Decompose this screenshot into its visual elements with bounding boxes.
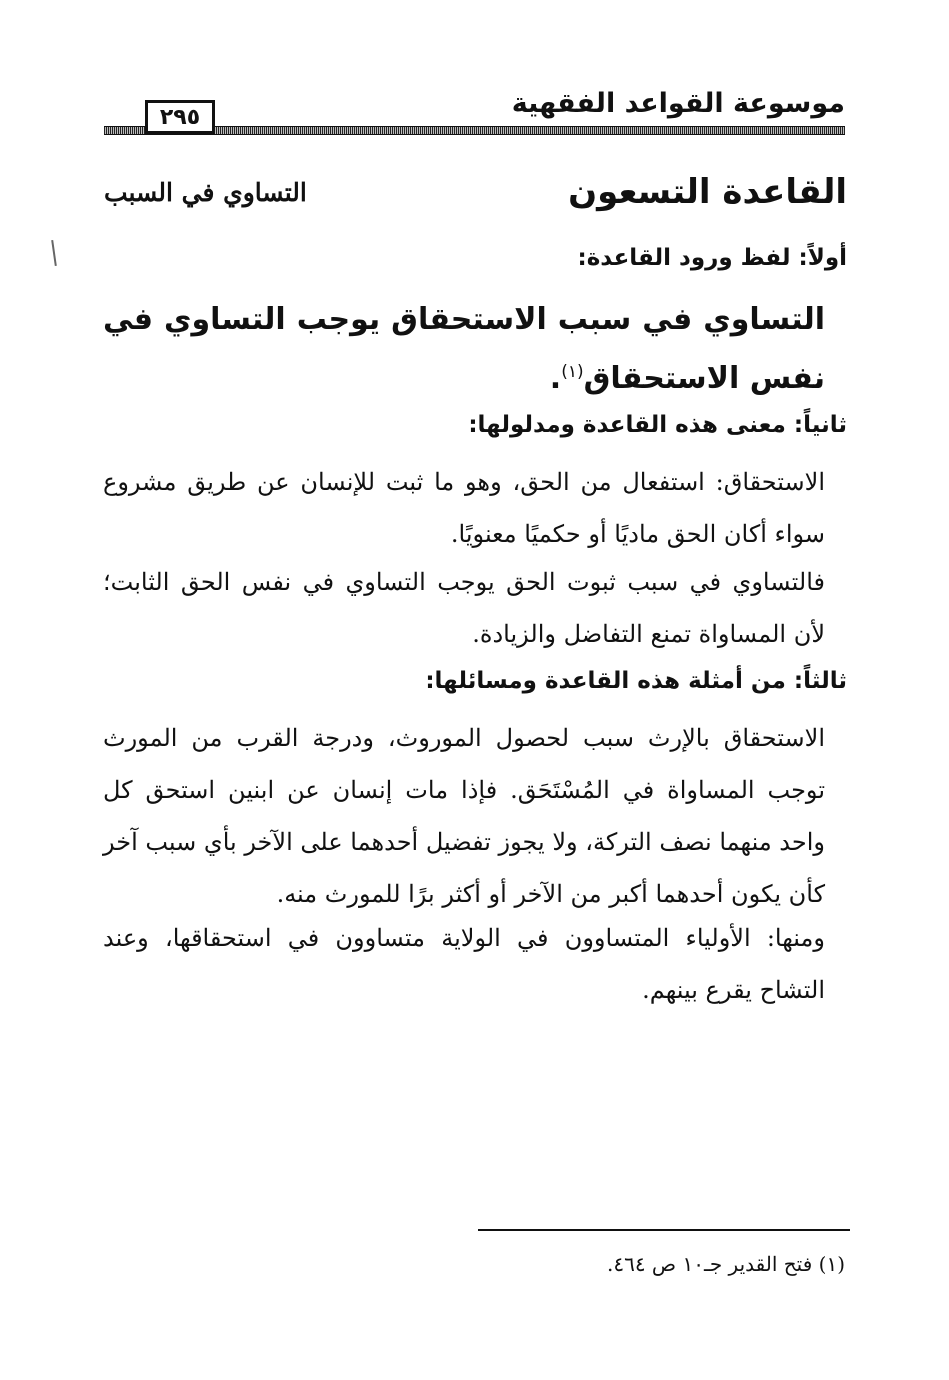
margin-mark (51, 240, 57, 266)
rule-text-body: التساوي في سبب الاستحقاق يوجب التساوي في نفس الاستحقاق (103, 302, 825, 396)
example-paragraph-1: الاستحقاق بالإرث سبب لحصول الموروث، ودرجة القرب من المورث توجب المساواة في المُسْتَحَق. فإذا مات إنسان عن ابنين استحق كل واحد منهما نصف التركة، ولا يجوز تفضيل أحدهما على الآخر بأي سبب آخر كأن يكون أحدهما أكبر من الآخر أو أكثر برًا للمورث منه. (102, 724, 825, 908)
footnote: (١) فتح القدير جـ١٠ ص ٤٦٤. (606, 1252, 845, 1276)
example-paragraph-2: ومنها: الأولياء المتساوون في الولاية متساوون في استحقاقها، وعند التشاح يقرع بينهم. (103, 924, 825, 1004)
footnote-marker: (١) (561, 362, 584, 382)
section-heading-first: أولاً: لفظ ورود القاعدة: (577, 245, 847, 271)
rule-title: القاعدة التسعون (568, 172, 847, 212)
section-heading-second: ثانياً: معنى هذه القاعدة ومدلولها: (468, 412, 847, 438)
meaning-paragraph-2: فالتساوي في سبب ثبوت الحق يوجب التساوي في نفس الحق الثابت؛ لأن المساواة تمنع التفاضل والزيادة. (103, 568, 825, 648)
rule-text (103, 294, 825, 405)
meaning-paragraph-1: الاستحقاق: استفعال من الحق، وهو ما ثبت للإنسان عن طريق مشروع سواء أكان الحق ماديًا أو حكميًا معنويًا. (103, 468, 825, 548)
section-heading-third: ثالثاً: من أمثلة هذه القاعدة ومسائلها: (425, 668, 847, 694)
rule-text-end: . (549, 361, 562, 396)
footnote-rule (478, 1229, 850, 1231)
rule-subtitle: التساوي في السبب (104, 178, 307, 207)
running-title: موسوعة القواعد الفقهية (511, 88, 845, 119)
header-rule (104, 126, 845, 135)
page-number: ٢٩٥ (145, 100, 215, 134)
